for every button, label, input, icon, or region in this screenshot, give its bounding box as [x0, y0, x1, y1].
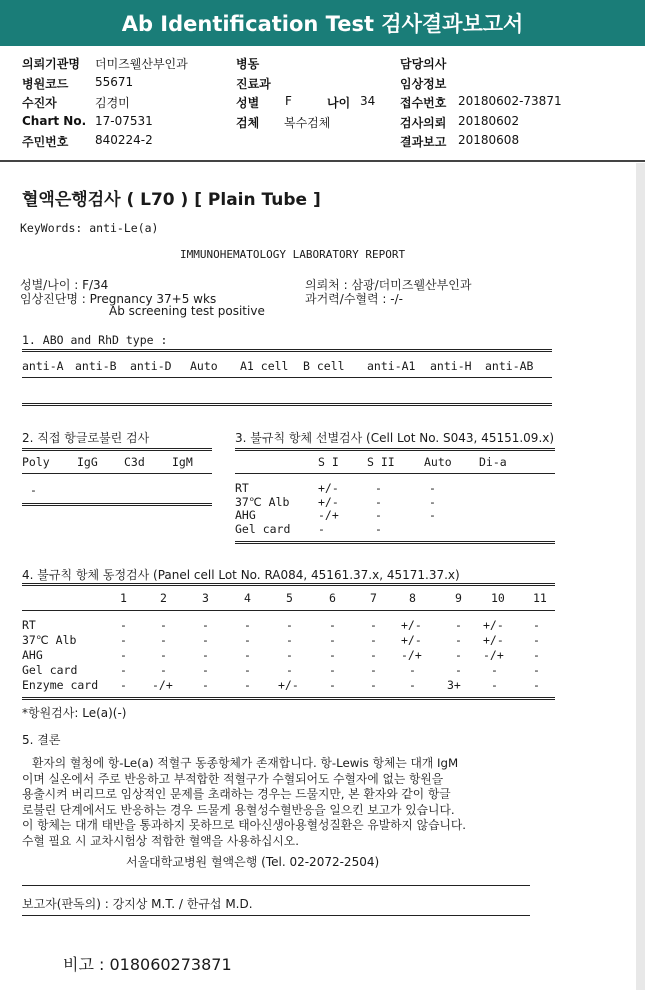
- panel-cell: -: [244, 663, 251, 677]
- panel-col-header: 2: [160, 591, 167, 605]
- divider: [22, 915, 530, 916]
- meta-value: F: [285, 94, 292, 108]
- section-4-title: 4. 불규칙 항체 동정검사 (Panel cell Lot No. RA084, 45161.37.x, 45171.37.x): [22, 568, 460, 582]
- panel-cell: -: [329, 633, 336, 647]
- meta-value: 840224-2: [95, 133, 153, 147]
- panel-cell: -: [120, 648, 127, 662]
- screening-row-label: AHG: [235, 508, 256, 522]
- transfusion-history: 과거력/수혈력 : -/-: [305, 292, 403, 306]
- meta-key: 접수번호: [400, 96, 447, 110]
- screening-col-header: Auto: [424, 455, 452, 469]
- panel-cell: -: [370, 633, 377, 647]
- panel-cell: -: [329, 663, 336, 677]
- meta-value: 20180602-73871: [458, 94, 562, 108]
- dat-col-header: IgM: [172, 455, 193, 469]
- lab-title: IMMUNOHEMATOLOGY LABORATORY REPORT: [180, 248, 406, 261]
- panel-col-header: 10: [491, 591, 505, 605]
- report-title: 혈액은행검사 ( L70 ) [ Plain Tube ]: [22, 190, 321, 210]
- panel-cell: -: [329, 678, 336, 692]
- meta-key: 의뢰기관명: [22, 57, 80, 71]
- dat-col-header: IgG: [77, 455, 98, 469]
- panel-col-header: 6: [329, 591, 336, 605]
- panel-cell: -/+: [401, 648, 422, 662]
- divider: [235, 448, 555, 451]
- screening-cell: -: [375, 481, 382, 495]
- divider: [22, 885, 530, 886]
- panel-cell: -: [329, 618, 336, 632]
- meta-key: 수진자: [22, 96, 57, 110]
- meta-value: 20180602: [458, 113, 520, 128]
- meta-key: 주민번호: [22, 135, 69, 149]
- abo-col-header: anti-B: [75, 359, 117, 373]
- screening-col-header: S II: [367, 455, 395, 469]
- panel-cell: -: [409, 678, 416, 692]
- screening-col-header: S I: [318, 455, 339, 469]
- panel-cell: -: [202, 663, 209, 677]
- conclusion-line: 환자의 혈청에 항-Le(a) 적혈구 동종항체가 존재합니다. 항-Lewis 항체는 대개 IgM: [32, 756, 459, 770]
- panel-cell: -: [370, 678, 377, 692]
- report-header: [0, 0, 645, 46]
- panel-cell: -: [533, 633, 540, 647]
- panel-cell: -: [329, 648, 336, 662]
- meta-key: 임상정보: [400, 76, 447, 91]
- panel-cell: +/-: [401, 618, 422, 632]
- panel-cell: -: [370, 618, 377, 632]
- section-2-title: 2. 직접 항글로불린 검사: [22, 431, 150, 445]
- panel-cell: -: [455, 648, 462, 662]
- divider: [22, 403, 552, 406]
- meta-key: 병동: [236, 57, 260, 71]
- abo-col-header: anti-A1: [367, 359, 416, 373]
- panel-cell: -: [286, 663, 293, 677]
- panel-cell: -: [120, 633, 127, 647]
- abo-col-header: A1 cell: [240, 359, 289, 373]
- divider: [22, 697, 555, 700]
- requester: 의뢰처 : 삼광/더미즈웰산부인과: [305, 278, 472, 292]
- panel-row-label: RT: [22, 618, 36, 632]
- screening-cell: -: [318, 521, 325, 536]
- dat-col-header: C3d: [124, 455, 145, 469]
- meta-key: 진료과: [236, 76, 271, 91]
- panel-row-label: AHG: [22, 648, 43, 662]
- panel-cell: -: [286, 618, 293, 632]
- abo-col-header: anti-AB: [485, 359, 534, 373]
- screening-row-label: 37℃ Alb: [235, 494, 290, 509]
- screening-cell: -: [429, 508, 436, 522]
- conclusion-line: 용출시켜 버리므로 임상적인 문제를 초래하는 경우는 드물지만, 본 환자와 같이 항글: [22, 787, 451, 801]
- panel-cell: -: [455, 618, 462, 632]
- meta-key: 검사의뢰: [400, 115, 447, 130]
- panel-col-header: 1: [120, 591, 127, 605]
- header-divider: [0, 160, 645, 162]
- panel-cell: +/-: [278, 678, 299, 692]
- abo-col-header: anti-H: [430, 359, 472, 373]
- keywords: KeyWords: anti-Le(a): [20, 221, 159, 235]
- panel-cell: -: [370, 648, 377, 662]
- panel-cell: -: [455, 663, 462, 677]
- conclusion-line: 로불린 단계에서도 반응하는 경우 드물게 용혈성수혈반응을 일으킨 보고가 있습니다.: [22, 802, 455, 817]
- panel-cell: -: [533, 663, 540, 677]
- sex-age: 성별/나이 : F/34: [20, 278, 109, 292]
- section-5-title: 5. 결론: [22, 733, 61, 747]
- divider: [22, 377, 552, 378]
- meta-key: 담당의사: [400, 57, 447, 71]
- hospital-contact: 서울대학교병원 혈액은행 (Tel. 02-2072-2504): [126, 855, 380, 869]
- panel-cell: -/+: [483, 648, 504, 662]
- panel-cell: -: [370, 663, 377, 677]
- abo-col-header: anti-A: [22, 359, 64, 373]
- divider: [22, 503, 212, 506]
- panel-cell: -: [533, 648, 540, 662]
- divider: [22, 448, 212, 451]
- meta-value: 55671: [95, 74, 134, 89]
- panel-cell: -: [160, 633, 167, 647]
- panel-col-header: 5: [286, 591, 293, 605]
- panel-cell: -: [491, 678, 498, 692]
- meta-value: 20180608: [458, 133, 520, 147]
- panel-cell: -/+: [152, 678, 173, 692]
- meta-key: Chart No.: [22, 113, 87, 128]
- divider: [22, 610, 555, 611]
- dat-value: -: [30, 483, 37, 497]
- scan-edge: [636, 163, 645, 990]
- screening-row-label: Gel card: [235, 521, 291, 536]
- meta-row: [22, 75, 632, 95]
- panel-cell: -: [120, 678, 127, 692]
- meta-row: [22, 55, 632, 75]
- panel-cell: -: [533, 618, 540, 632]
- dat-col-header: Poly: [22, 455, 50, 469]
- screening-cell: -: [375, 494, 382, 509]
- patient-info-panel: [22, 55, 632, 153]
- abo-col-header: B cell: [303, 359, 345, 373]
- panel-cell: -: [409, 663, 416, 677]
- meta-key: 검체: [236, 115, 260, 130]
- panel-col-header: 9: [455, 591, 462, 605]
- panel-cell: -: [286, 633, 293, 647]
- panel-row-label: 37℃ Alb: [22, 633, 77, 647]
- panel-cell: -: [202, 678, 209, 692]
- meta-row: [22, 114, 632, 134]
- abo-col-header: anti-D: [130, 359, 172, 373]
- divider: [22, 583, 555, 586]
- meta-value: 더미즈웰산부인과: [95, 57, 188, 71]
- panel-cell: -: [533, 678, 540, 692]
- report-header-title: Ab Identification Test 검사결과보고서: [121, 12, 524, 36]
- panel-col-header: 7: [370, 591, 377, 605]
- divider: [235, 473, 555, 474]
- panel-cell: -: [202, 648, 209, 662]
- divider: [235, 541, 555, 544]
- panel-cell: -: [202, 618, 209, 632]
- meta-key: 병원코드: [22, 76, 69, 91]
- screening-row-label: RT: [235, 481, 249, 495]
- panel-row-label: Gel card: [22, 663, 78, 677]
- scanned-report: [0, 163, 645, 990]
- panel-cell: -: [244, 618, 251, 632]
- screening-cell: +/-: [318, 494, 339, 509]
- meta-value: 복수검체: [284, 115, 331, 130]
- panel-cell: +/-: [483, 618, 504, 632]
- meta-value: 34: [360, 94, 376, 108]
- reporter: 보고자(판독의) : 강지상 M.T. / 한규섭 M.D.: [22, 897, 253, 911]
- abo-col-header: Auto: [190, 359, 218, 373]
- meta-value: 김경미: [95, 96, 130, 110]
- conclusion-line: 이 항체는 대개 태반을 통과하지 못하므로 태아신생아용혈성질환은 유발하지 않습니다.: [22, 818, 466, 832]
- panel-cell: -: [160, 663, 167, 677]
- antigen-test: *항원검사: Le(a)(-): [22, 706, 127, 720]
- divider: [22, 473, 212, 474]
- screening-cell: -/+: [318, 508, 339, 522]
- meta-value: 17-07531: [95, 113, 153, 128]
- panel-cell: -: [244, 648, 251, 662]
- conclusion-line: 이며 실온에서 주로 반응하고 부적합한 적혈구가 수혈되어도 수혈자에 없는 항원을: [22, 771, 444, 786]
- screening-cell: -: [375, 508, 382, 522]
- panel-cell: -: [160, 618, 167, 632]
- panel-col-header: 11: [533, 591, 547, 605]
- panel-cell: -: [160, 648, 167, 662]
- meta-row: [22, 133, 632, 153]
- panel-cell: 3+: [447, 678, 461, 692]
- section-1-title: 1. ABO and RhD type :: [22, 333, 168, 347]
- panel-cell: +/-: [401, 633, 422, 647]
- panel-cell: -: [120, 663, 127, 677]
- conclusion-line: 수혈 필요 시 교차시험상 적합한 혈액을 사용하십시오.: [22, 833, 299, 848]
- panel-cell: -: [244, 633, 251, 647]
- panel-col-header: 4: [244, 591, 251, 605]
- screening-col-header: Di-a: [479, 455, 507, 469]
- panel-cell: -: [455, 633, 462, 647]
- clinical-diagnosis-2: Ab screening test positive: [109, 304, 265, 318]
- panel-row-label: Enzyme card: [22, 678, 99, 692]
- panel-cell: -: [202, 633, 209, 647]
- panel-cell: -: [286, 648, 293, 662]
- section-3-title: 3. 불규칙 항체 선별검사 (Cell Lot No. S043, 45151.09.x): [235, 431, 555, 445]
- clinical-diagnosis: 임상진단명 : Pregnancy 37+5 wks: [20, 292, 217, 306]
- meta-key: 결과보고: [400, 135, 447, 149]
- panel-col-header: 3: [202, 591, 209, 605]
- meta-key: 성별: [236, 96, 260, 110]
- panel-cell: -: [120, 618, 127, 632]
- panel-cell: -: [244, 678, 251, 692]
- screening-cell: -: [375, 521, 382, 536]
- note: 비고 : 018060273871: [63, 955, 232, 974]
- meta-key: 나이: [327, 96, 351, 110]
- panel-cell: -: [491, 663, 498, 677]
- screening-cell: -: [429, 481, 436, 495]
- divider: [22, 349, 552, 352]
- meta-row: [22, 94, 632, 114]
- panel-cell: +/-: [483, 633, 504, 647]
- screening-cell: +/-: [318, 481, 339, 495]
- panel-col-header: 8: [409, 591, 416, 605]
- screening-cell: -: [429, 494, 436, 509]
